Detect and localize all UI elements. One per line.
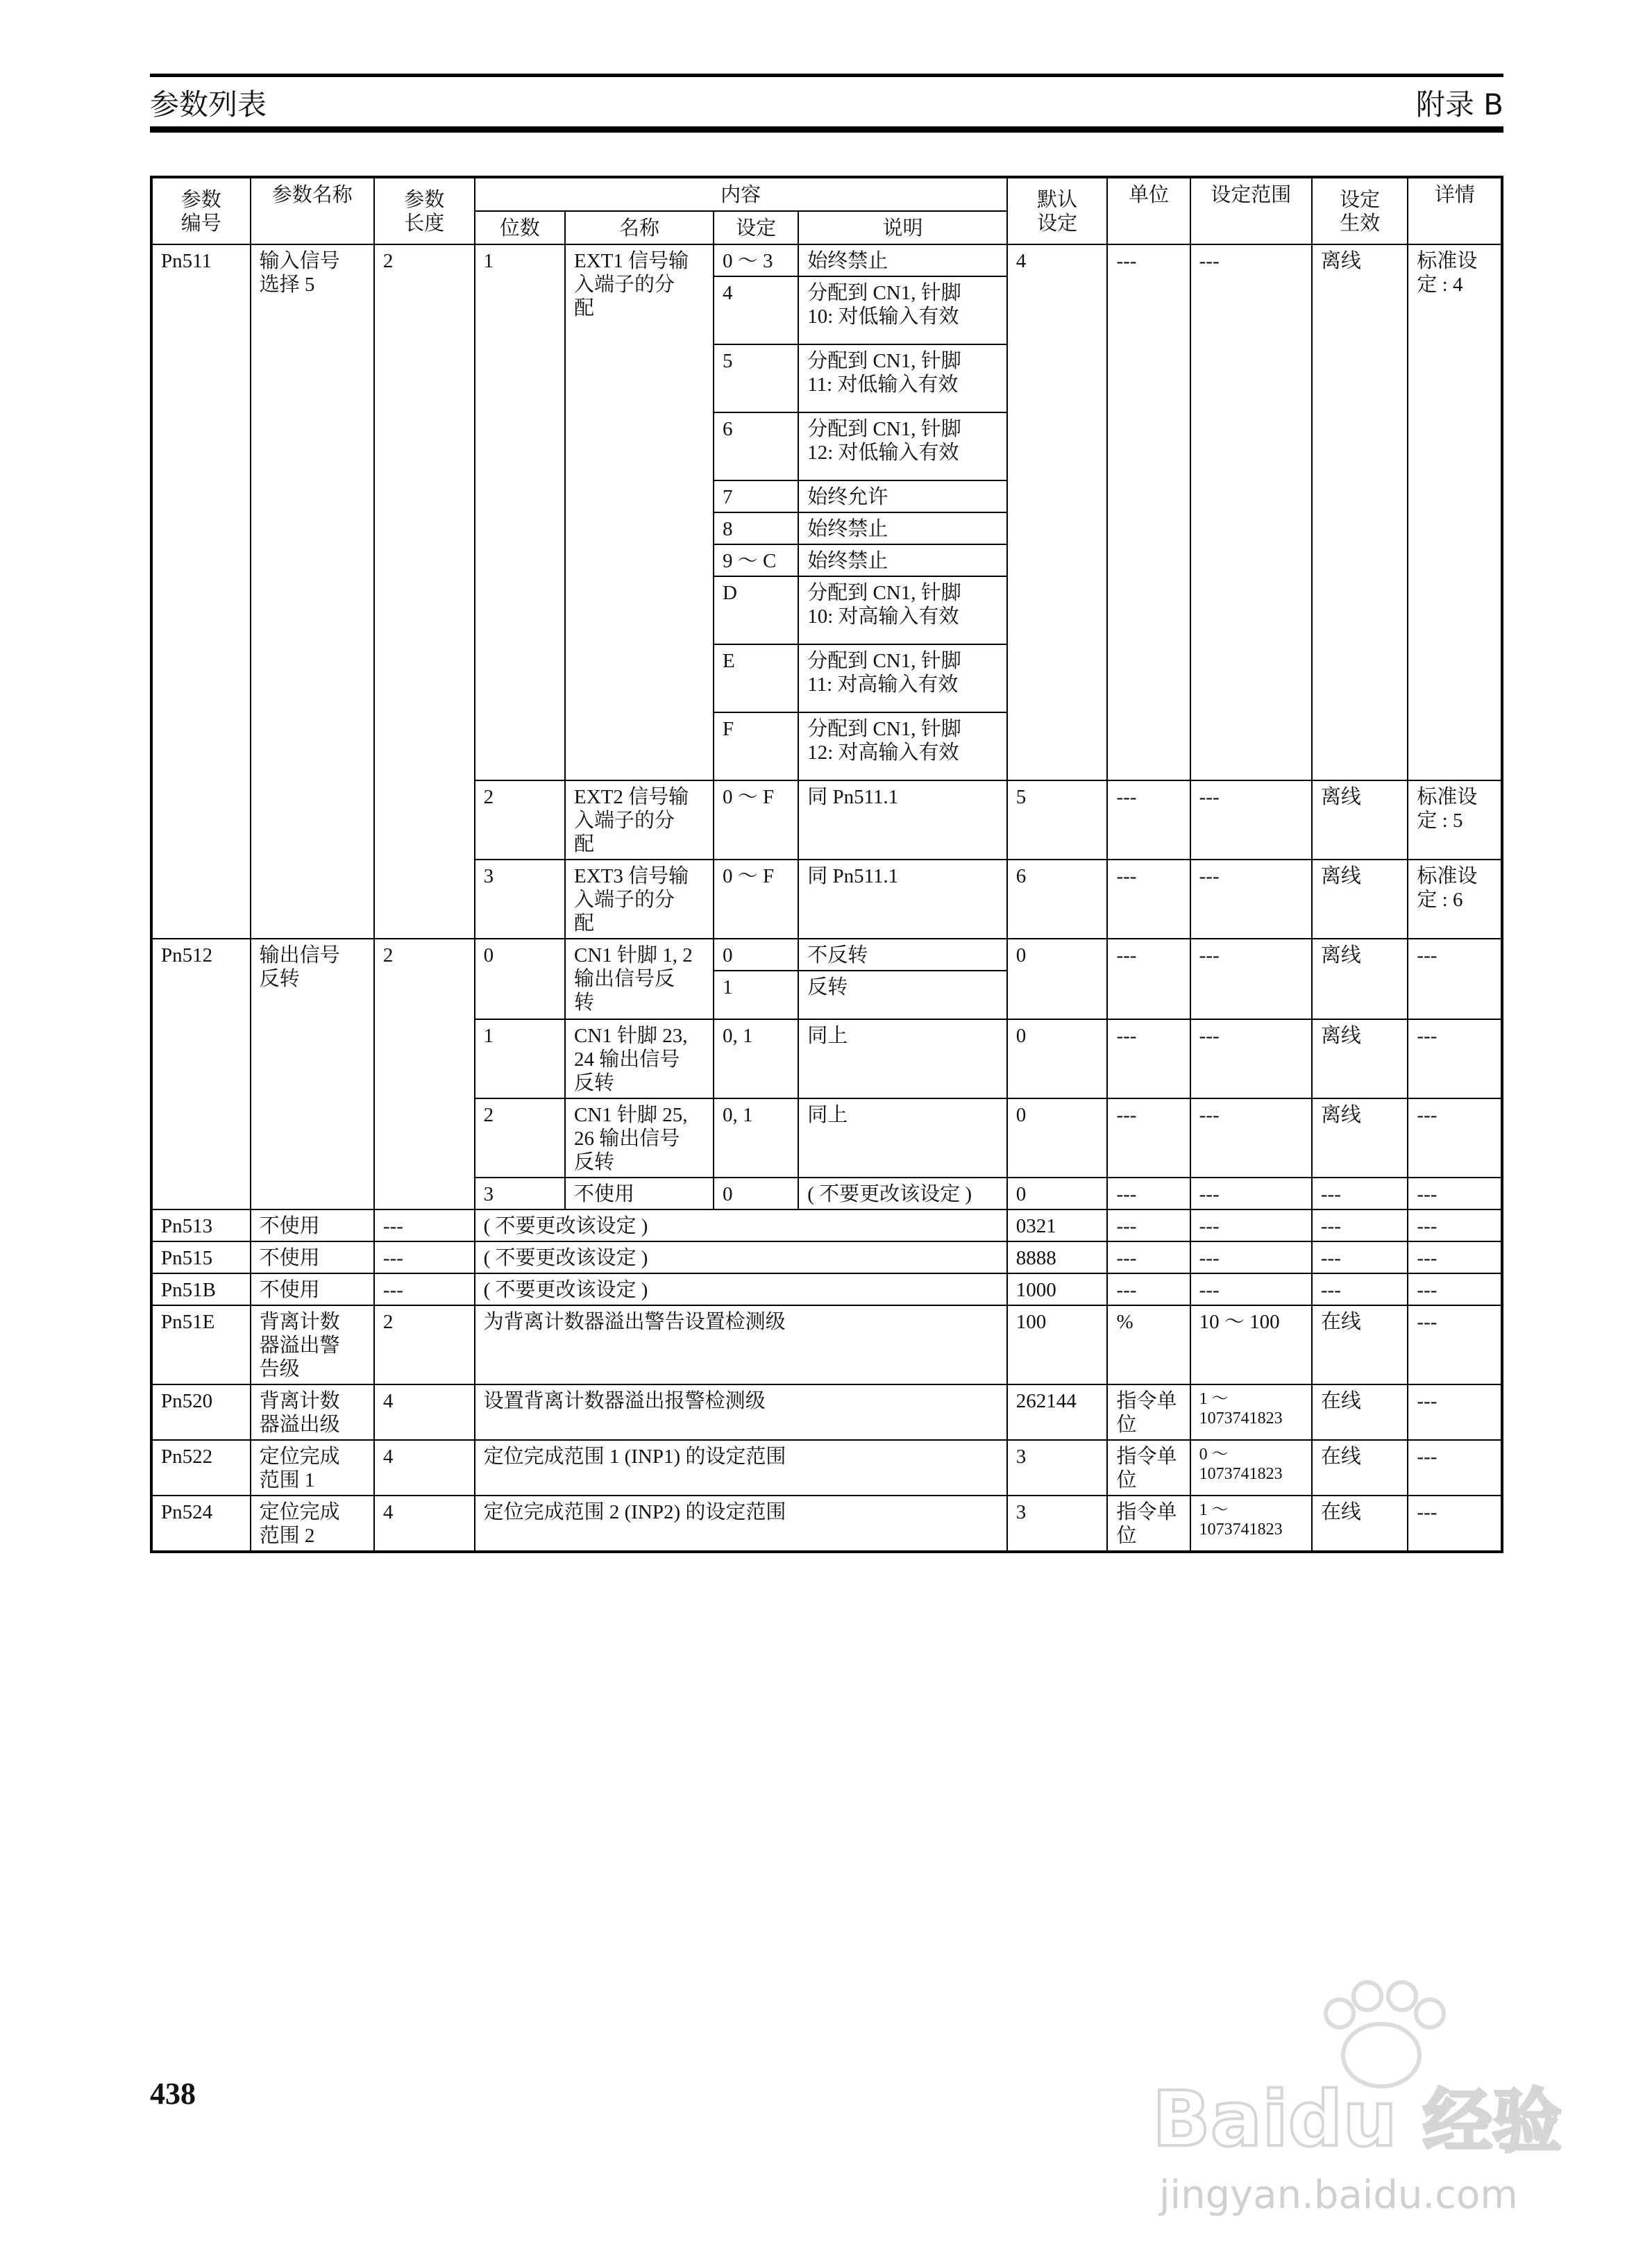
- param-len-cell: 2: [374, 244, 475, 939]
- watermark-url: jingyan.baidu.com: [1159, 2172, 1518, 2218]
- digit-cell: 3: [475, 1178, 565, 1209]
- unit-cell: 指令单 位: [1107, 1496, 1190, 1552]
- header-top-rule: [150, 74, 1503, 77]
- name-cell: EXT1 信号输 入端子的分 配: [565, 244, 714, 780]
- col-param-len: 参数 长度: [374, 177, 475, 244]
- col-name: 名称: [565, 211, 714, 244]
- desc-cell: 分配到 CN1, 针脚 12: 对高输入有效: [798, 712, 1007, 780]
- range-cell: 0 ～ 1073741823: [1190, 1440, 1312, 1496]
- content-cell: ( 不要更改该设定 ): [475, 1273, 1007, 1305]
- range-cell: ---: [1190, 780, 1312, 860]
- col-content: 内容: [475, 177, 1007, 211]
- table-row-pn520: [151, 1384, 1502, 1440]
- unit-cell: ---: [1107, 780, 1190, 860]
- effect-cell: 离线: [1312, 1098, 1408, 1178]
- setting-cell: 0 ～ F: [714, 780, 798, 860]
- table-row-pn524: [151, 1496, 1502, 1552]
- param-name-cell: 不使用: [251, 1209, 374, 1241]
- desc-cell: ( 不要更改该设定 ): [798, 1178, 1007, 1209]
- range-cell: ---: [1190, 1178, 1312, 1209]
- param-no-cell: Pn512: [151, 939, 251, 1209]
- range-cell: 1 ～ 1073741823: [1190, 1496, 1312, 1552]
- param-name-cell: 定位完成 范围 1: [251, 1440, 374, 1496]
- col-param-name: 参数名称: [251, 177, 374, 244]
- desc-cell: 分配到 CN1, 针脚 11: 对低输入有效: [798, 344, 1007, 412]
- setting-cell: 9 ～ C: [714, 544, 798, 576]
- header-bottom-rule: [150, 126, 1503, 133]
- setting-cell: 0: [714, 1178, 798, 1209]
- param-no-cell: Pn524: [151, 1496, 251, 1552]
- default-cell: 3: [1007, 1496, 1108, 1552]
- desc-cell: 始终禁止: [798, 244, 1007, 276]
- details-cell: ---: [1408, 1241, 1502, 1273]
- setting-cell: 6: [714, 412, 798, 480]
- desc-cell: 分配到 CN1, 针脚 12: 对低输入有效: [798, 412, 1007, 480]
- default-cell: 100: [1007, 1305, 1108, 1384]
- unit-cell: ---: [1107, 1098, 1190, 1178]
- digit-cell: 1: [475, 1019, 565, 1098]
- table-row-pn513: [151, 1209, 1502, 1241]
- default-cell: 0: [1007, 1098, 1108, 1178]
- content-cell: 为背离计数器溢出警告设置检测级: [475, 1305, 1007, 1384]
- param-len-cell: ---: [374, 1273, 475, 1305]
- setting-cell: 1: [714, 971, 798, 1019]
- param-len-cell: 2: [374, 1305, 475, 1384]
- setting-cell: 7: [714, 480, 798, 512]
- details-cell: 标准设 定 : 5: [1408, 780, 1502, 860]
- effect-cell: 离线: [1312, 244, 1408, 780]
- default-cell: 5: [1007, 780, 1108, 860]
- param-name-cell: 背离计数 器溢出警 告级: [251, 1305, 374, 1384]
- param-no-cell: Pn513: [151, 1209, 251, 1241]
- param-len-cell: 4: [374, 1496, 475, 1552]
- watermark-brand: Baidu: [1152, 2075, 1397, 2163]
- col-details: 详情: [1408, 177, 1502, 244]
- content-cell: ( 不要更改该设定 ): [475, 1241, 1007, 1273]
- default-cell: 0321: [1007, 1209, 1108, 1241]
- setting-cell: 0, 1: [714, 1098, 798, 1178]
- col-desc: 说明: [798, 211, 1007, 244]
- setting-cell: F: [714, 712, 798, 780]
- table-body: [151, 244, 1502, 1552]
- details-cell: ---: [1408, 1019, 1502, 1098]
- details-cell: ---: [1408, 1098, 1502, 1178]
- param-name-cell: 不使用: [251, 1273, 374, 1305]
- effect-cell: 在线: [1312, 1440, 1408, 1496]
- effect-cell: ---: [1312, 1273, 1408, 1305]
- range-cell: ---: [1190, 1098, 1312, 1178]
- details-cell: ---: [1408, 1178, 1502, 1209]
- desc-cell: 同上: [798, 1019, 1007, 1098]
- unit-cell: ---: [1107, 1019, 1190, 1098]
- col-digit: 位数: [475, 211, 565, 244]
- param-len-cell: 4: [374, 1384, 475, 1440]
- effect-cell: 离线: [1312, 1019, 1408, 1098]
- param-name-cell: 定位完成 范围 2: [251, 1496, 374, 1552]
- table-row-pn522: [151, 1440, 1502, 1496]
- details-cell: ---: [1408, 1305, 1502, 1384]
- desc-cell: 反转: [798, 971, 1007, 1019]
- desc-cell: 始终允许: [798, 480, 1007, 512]
- details-cell: ---: [1408, 1384, 1502, 1440]
- unit-cell: ---: [1107, 939, 1190, 1019]
- unit-cell: ---: [1107, 244, 1190, 780]
- table-row-pn51b: [151, 1273, 1502, 1305]
- details-cell: 标准设 定 : 4: [1408, 244, 1502, 780]
- desc-cell: 分配到 CN1, 针脚 10: 对低输入有效: [798, 276, 1007, 344]
- effect-cell: ---: [1312, 1209, 1408, 1241]
- name-cell: CN1 针脚 25, 26 输出信号 反转: [565, 1098, 714, 1178]
- param-no-cell: Pn515: [151, 1241, 251, 1273]
- range-cell: ---: [1190, 860, 1312, 939]
- default-cell: 0: [1007, 939, 1108, 1019]
- name-cell: EXT2 信号输 入端子的分 配: [565, 780, 714, 860]
- digit-cell: 3: [475, 860, 565, 939]
- paw-icon: [1326, 1982, 1444, 2086]
- setting-cell: D: [714, 576, 798, 644]
- unit-cell: ---: [1107, 1178, 1190, 1209]
- param-len-cell: ---: [374, 1241, 475, 1273]
- digit-cell: 1: [475, 244, 565, 780]
- default-cell: 3: [1007, 1440, 1108, 1496]
- desc-cell: 同上: [798, 1098, 1007, 1178]
- effect-cell: 在线: [1312, 1496, 1408, 1552]
- default-cell: 1000: [1007, 1273, 1108, 1305]
- param-no-cell: Pn51B: [151, 1273, 251, 1305]
- content-cell: 设置背离计数器溢出报警检测级: [475, 1384, 1007, 1440]
- table-row-pn51e: [151, 1305, 1502, 1384]
- range-cell: 10 ～ 100: [1190, 1305, 1312, 1384]
- desc-cell: 不反转: [798, 939, 1007, 971]
- unit-cell: 指令单 位: [1107, 1384, 1190, 1440]
- details-cell: ---: [1408, 1440, 1502, 1496]
- setting-cell: 4: [714, 276, 798, 344]
- unit-cell: ---: [1107, 1209, 1190, 1241]
- parameter-table: [150, 176, 1503, 1553]
- effect-cell: 离线: [1312, 780, 1408, 860]
- table-row-pn511-1-0: [151, 244, 1502, 276]
- unit-cell: 指令单 位: [1107, 1440, 1190, 1496]
- effect-cell: 在线: [1312, 1384, 1408, 1440]
- setting-cell: 0 ～ F: [714, 860, 798, 939]
- range-cell: ---: [1190, 1273, 1312, 1305]
- unit-cell: ---: [1107, 860, 1190, 939]
- baidu-watermark: [1152, 1958, 1569, 2236]
- content-cell: 定位完成范围 1 (INP1) 的设定范围: [475, 1440, 1007, 1496]
- details-cell: ---: [1408, 1496, 1502, 1552]
- col-unit: 单位: [1107, 177, 1190, 244]
- desc-cell: 始终禁止: [798, 512, 1007, 544]
- col-param-no: 参数 编号: [151, 177, 251, 244]
- effect-cell: ---: [1312, 1178, 1408, 1209]
- digit-cell: 2: [475, 780, 565, 860]
- desc-cell: 同 Pn511.1: [798, 860, 1007, 939]
- effect-cell: 离线: [1312, 939, 1408, 1019]
- details-cell: ---: [1408, 939, 1502, 1019]
- name-cell: CN1 针脚 1, 2 输出信号反 转: [565, 939, 714, 1019]
- default-cell: 0: [1007, 1019, 1108, 1098]
- desc-cell: 分配到 CN1, 针脚 10: 对高输入有效: [798, 576, 1007, 644]
- default-cell: 262144: [1007, 1384, 1108, 1440]
- param-len-cell: 4: [374, 1440, 475, 1496]
- name-cell: CN1 针脚 23, 24 输出信号 反转: [565, 1019, 714, 1098]
- details-cell: ---: [1408, 1273, 1502, 1305]
- desc-cell: 始终禁止: [798, 544, 1007, 576]
- param-len-cell: 2: [374, 939, 475, 1209]
- setting-cell: 0: [714, 939, 798, 971]
- param-name-cell: 背离计数 器溢出级: [251, 1384, 374, 1440]
- content-cell: 定位完成范围 2 (INP2) 的设定范围: [475, 1496, 1007, 1552]
- setting-cell: 0 ～ 3: [714, 244, 798, 276]
- name-cell: EXT3 信号输 入端子的分 配: [565, 860, 714, 939]
- param-name-cell: 输入信号 选择 5: [251, 244, 374, 939]
- default-cell: 6: [1007, 860, 1108, 939]
- param-len-cell: ---: [374, 1209, 475, 1241]
- range-cell: ---: [1190, 939, 1312, 1019]
- setting-cell: 8: [714, 512, 798, 544]
- range-cell: 1 ～ 1073741823: [1190, 1384, 1312, 1440]
- range-cell: ---: [1190, 1019, 1312, 1098]
- effect-cell: 在线: [1312, 1305, 1408, 1384]
- setting-cell: E: [714, 644, 798, 712]
- unit-cell: ---: [1107, 1241, 1190, 1273]
- range-cell: ---: [1190, 1209, 1312, 1241]
- default-cell: 0: [1007, 1178, 1108, 1209]
- param-no-cell: Pn51E: [151, 1305, 251, 1384]
- digit-cell: 2: [475, 1098, 565, 1178]
- param-no-cell: Pn520: [151, 1384, 251, 1440]
- range-cell: ---: [1190, 244, 1312, 780]
- col-default: 默认 设定: [1007, 177, 1108, 244]
- range-cell: ---: [1190, 1241, 1312, 1273]
- setting-cell: 5: [714, 344, 798, 412]
- effect-cell: 离线: [1312, 860, 1408, 939]
- col-effect: 设定 生效: [1312, 177, 1408, 244]
- details-cell: 标准设 定 : 6: [1408, 860, 1502, 939]
- name-cell: 不使用: [565, 1178, 714, 1209]
- page-header: [150, 74, 1503, 133]
- details-cell: ---: [1408, 1209, 1502, 1241]
- param-name-cell: 输出信号 反转: [251, 939, 374, 1209]
- section-title: 参数列表: [150, 87, 267, 122]
- content-cell: ( 不要更改该设定 ): [475, 1209, 1007, 1241]
- desc-cell: 分配到 CN1, 针脚 11: 对高输入有效: [798, 644, 1007, 712]
- default-cell: 4: [1007, 244, 1108, 780]
- appendix-label: 附录 B: [1415, 87, 1503, 122]
- param-name-cell: 不使用: [251, 1241, 374, 1273]
- param-no-cell: Pn522: [151, 1440, 251, 1496]
- unit-cell: ---: [1107, 1273, 1190, 1305]
- setting-cell: 0, 1: [714, 1019, 798, 1098]
- col-range: 设定范围: [1190, 177, 1312, 244]
- desc-cell: 同 Pn511.1: [798, 780, 1007, 860]
- effect-cell: ---: [1312, 1241, 1408, 1273]
- table-row-pn515: [151, 1241, 1502, 1273]
- table-row-pn512-0-0: [151, 939, 1502, 971]
- page-number: 438: [150, 2077, 196, 2111]
- digit-cell: 0: [475, 939, 565, 1019]
- param-no-cell: Pn511: [151, 244, 251, 939]
- unit-cell: %: [1107, 1305, 1190, 1384]
- default-cell: 8888: [1007, 1241, 1108, 1273]
- col-setting: 设定: [714, 211, 798, 244]
- watermark-brand-cn: 经验: [1423, 2081, 1562, 2162]
